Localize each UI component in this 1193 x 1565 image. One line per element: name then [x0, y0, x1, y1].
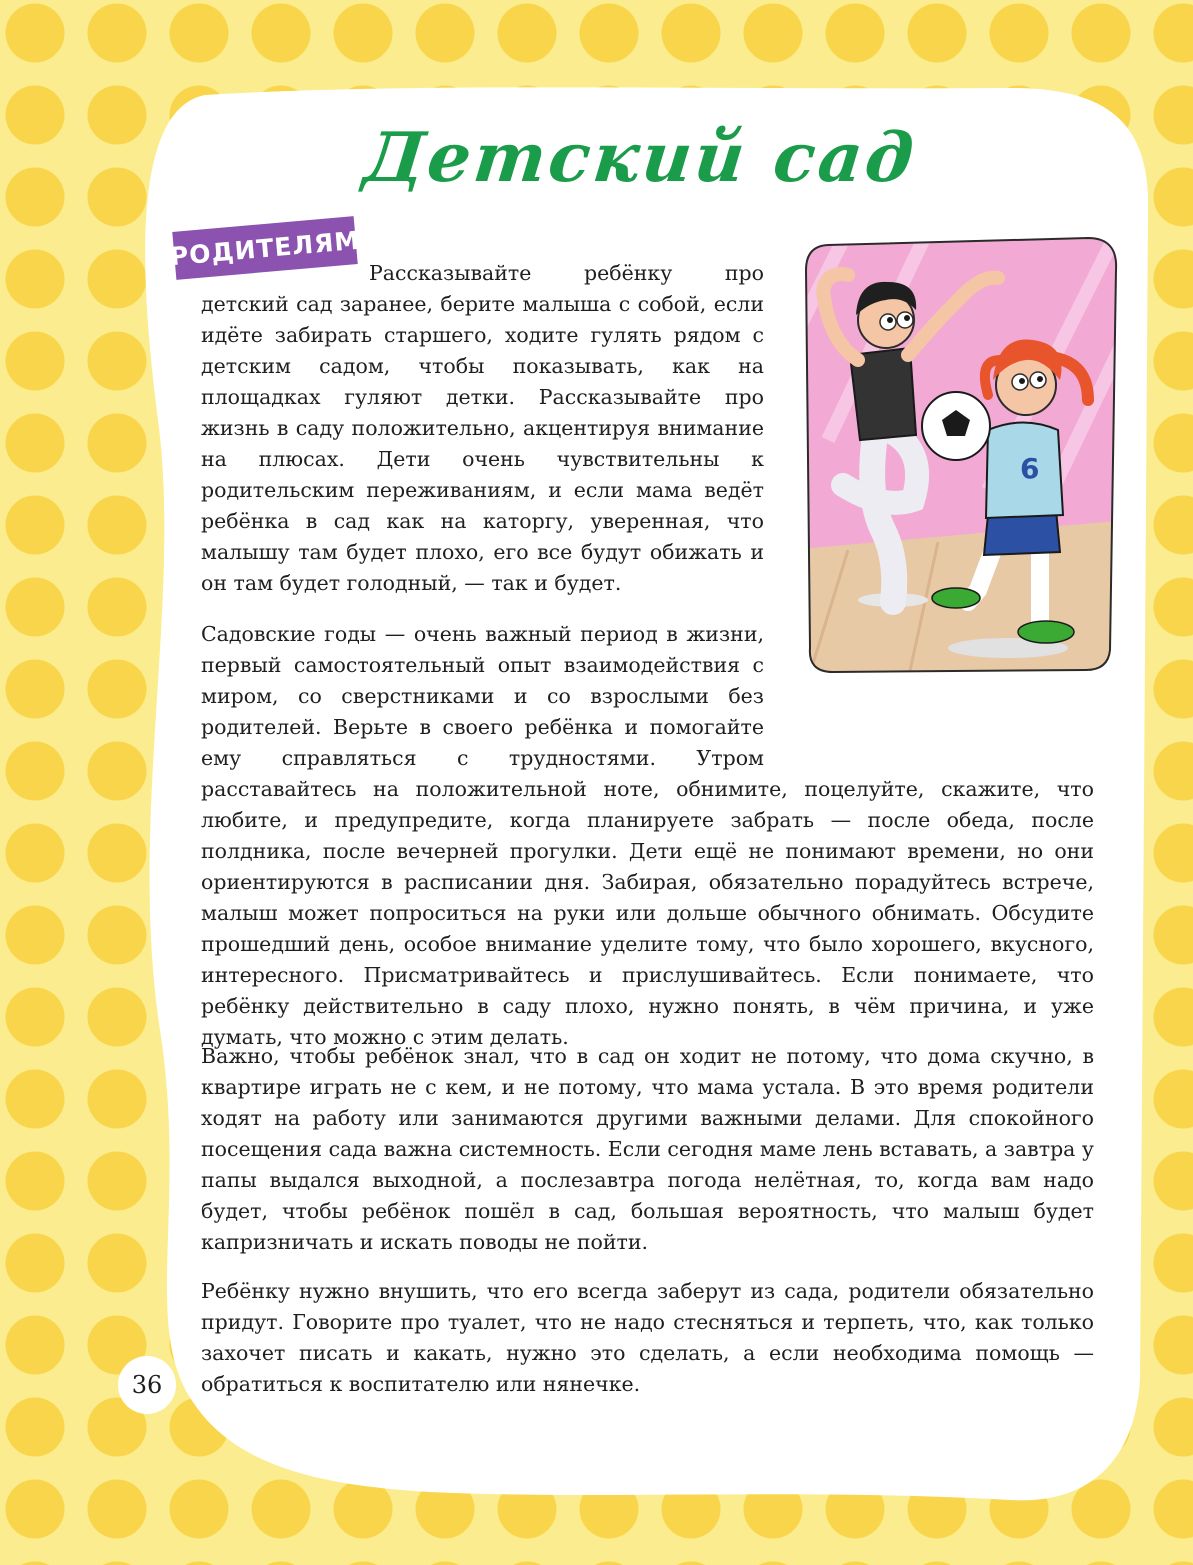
paragraph-3: Важно, чтобы ребёнок знал, что в сад он ходит не потому, что дома скучно, в квартире играть не с кем, и не потому, что мама устала. В это время родители ходят на работу или занимаются другими важными делами. Для спокойного посещения сада важна системность. Если сегодня маме лень вставать, а завтра у папы выдался выходной, а послезавтра погода нелётная, то, когда вам надо будет, чтобы ребёнок пошёл в сад, большая вероятность, что малыш будет капризничать и искать поводы не пойти. — [201, 1044, 1094, 1254]
kids-illustration — [788, 230, 1128, 680]
shirt-number: 6 — [1020, 452, 1040, 485]
page-title: Детский сад — [360, 118, 920, 198]
paragraph-1: Рассказывайте ребёнку про детский сад заранее, берите малыша с собой, если идёте забирать старшего, ходите гулять рядом с детским садом, чтобы показывать, как на площадках гуляют детки. Рассказывайте про жизнь в саду положительно, акцентируя внимание на плюсах. Дети очень чувствительны к родительским переживаниям, и если мама ведёт ребёнка в сад как на каторгу, уверенная, что малышу там будет плохо, его все будут обижать и он там будет голодный, — так и будет. — [201, 261, 764, 595]
paragraph-4: Ребёнку нужно внушить, что его всегда заберут из сада, родители обязательно придут. Говорите про туалет, что не надо стесняться и терпеть, что, как только захочет писать и какать, нужно это сделать, а если необходима помощь — обратиться к воспитателю или нянечке. — [201, 1279, 1094, 1396]
section-tag: РОДИТЕЛЯМ — [172, 216, 357, 280]
paragraph-2 — [201, 619, 1094, 1053]
illustration-spacer — [764, 619, 1094, 747]
paragraph-2-text: Садовские годы — очень важный период в жизни, первый самостоятельный опыт взаимодействия с миром, со сверстниками и со взрослыми без родителей. Верьте в своего ребёнка и помогайте ему справляться с трудностями. Утром расставайтесь на положительной ноте, обнимите, поцелуйте, скажите, что любите, и предупредите, когда планируете забрать — после обеда, после полдника, после вечерней прогулки. Дети ещё не понимают времени, но они ориентируются в расписании дня. Забирая, обязательно порадуйтесь встрече, малыш может попроситься на руки или дольше обычного обнимать. Обсудите прошедший день, особое внимание уделите тому, что было хорошего, вкусного, интересного. Присматривайтесь и прислушивайтесь. Если понимаете, что ребёнку действительно в саду плохо, нужно понять, в чём причина, и уже думать, что можно с этим делать. — [201, 622, 1094, 1049]
page-number: 36 — [118, 1356, 176, 1414]
